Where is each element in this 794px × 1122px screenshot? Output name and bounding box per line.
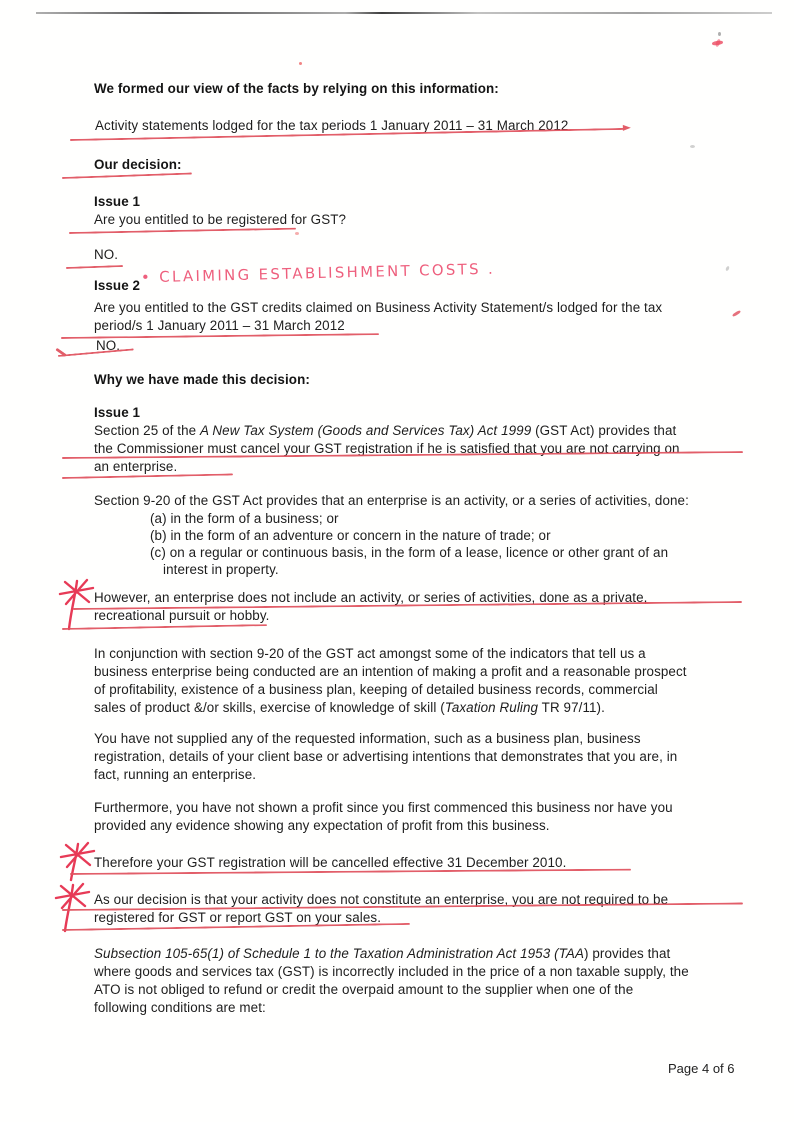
sec25-line3: an enterprise. xyxy=(94,459,178,474)
facts-heading: We formed our view of the facts by relying on this information: xyxy=(94,81,499,96)
sec25-line1-pre: Section 25 of the xyxy=(94,423,201,438)
furthermore-line1: Furthermore, you have not shown a profit since you first commenced this business nor have you xyxy=(94,800,673,815)
issue1-question: Are you entitled to be registered for GST? xyxy=(94,212,347,227)
sec25-line1-post: (GST Act) provides that xyxy=(531,423,677,438)
conjunction-line4-pre: sales of product &/or skills, exercise of knowledge of skill ( xyxy=(94,700,445,715)
red-dot-artifact xyxy=(299,62,302,65)
supplied-line3: fact, running an enterprise. xyxy=(94,767,257,782)
facts-statement: Activity statements lodged for the tax periods 1 January 2011 – 31 March 2012 xyxy=(95,118,569,133)
conjunction-line1: In conjunction with section 9-20 of the GST act amongst some of the indicators that tell us a xyxy=(94,646,646,661)
sec920-intro: Section 9-20 of the GST Act provides that an enterprise is an activity, or a series of activities, done: xyxy=(94,493,689,508)
as-decision-line2: registered for GST or report GST on your sales. xyxy=(94,910,382,925)
issue2-question-line1: Are you entitled to the GST credits claimed on Business Activity Statement/s lodged for the tax xyxy=(94,300,663,315)
page-number: Page 4 of 6 xyxy=(668,1061,735,1076)
supplied-line2: registration, details of your client base or advertising intentions that demonstrates that you are, in xyxy=(94,749,678,764)
subsection-line1 xyxy=(94,945,670,963)
issue2-answer: NO. xyxy=(96,338,121,353)
sec920-item-b: (b) in the form of an adventure or concern in the nature of trade; or xyxy=(150,528,551,543)
however-line2: recreational pursuit or hobby. xyxy=(94,608,270,623)
handwritten-annotation: • CLAIMING ESTABLISHMENT COSTS . xyxy=(140,260,496,287)
red-tick-artifact xyxy=(732,310,741,317)
sec25-line1 xyxy=(94,422,676,440)
sec920-item-c-line1: (c) on a regular or continuous basis, in the form of a lease, licence or other grant of an xyxy=(150,545,669,560)
scan-line-artifact xyxy=(36,12,772,14)
conjunction-line3: of profitability, existence of a business plan, keeping of detailed business records, commercial xyxy=(94,682,658,697)
as-decision-line1: As our decision is that your activity does not constitute an enterprise, you are not required to be xyxy=(94,892,669,907)
conjunction-ruling-title: Taxation Ruling xyxy=(444,700,539,715)
subsection-line1-post: ) provides that xyxy=(584,946,671,961)
issue2-question-line2: period/s 1 January 2011 – 31 March 2012 xyxy=(94,318,345,333)
sec25-line1-act-title: A New Tax System (Goods and Services Tax) Act 1999 xyxy=(200,423,532,438)
red-speck-artifact xyxy=(295,232,299,235)
conjunction-line4 xyxy=(94,699,605,717)
therefore-statement: Therefore your GST registration will be cancelled effective 31 December 2010. xyxy=(94,855,567,870)
subsection-line2: where goods and services tax (GST) is incorrectly included in the price of a non taxable supply, the xyxy=(94,964,689,979)
sec920-item-a: (a) in the form of a business; or xyxy=(150,511,339,526)
issue1-label: Issue 1 xyxy=(94,194,141,209)
issue2-label: Issue 2 xyxy=(94,278,141,293)
conjunction-line2: business enterprise being conducted are an intention of making a profit and a reasonable prospect xyxy=(94,664,687,679)
conjunction-line4-post: TR 97/11). xyxy=(538,700,605,715)
why-heading: Why we have made this decision: xyxy=(94,372,310,387)
issue1-answer: NO. xyxy=(94,247,119,262)
subsection-line3: ATO is not obliged to refund or credit the overpaid amount to the supplier when one of the xyxy=(94,982,634,997)
decision-heading: Our decision: xyxy=(94,157,182,172)
gray-speck-artifact xyxy=(725,266,730,272)
why-issue1-label: Issue 1 xyxy=(94,405,141,420)
red-underline-sec25-line3 xyxy=(62,473,233,479)
handwritten-asterisk-icon xyxy=(57,577,97,635)
red-underline-issue1-answer xyxy=(66,265,123,269)
sec920-item-c-line2: interest in property. xyxy=(163,562,279,577)
gray-speck-artifact xyxy=(690,145,695,148)
subsection-line4: following conditions are met: xyxy=(94,1000,266,1015)
subsection-act-title: Subsection 105-65(1) of Schedule 1 to the Taxation Administration Act 1953 (TAA xyxy=(94,946,584,961)
scan-speck xyxy=(718,32,721,36)
however-line1: However, an enterprise does not include an activity, or series of activities, done as a private, xyxy=(94,590,648,605)
furthermore-line2: provided any evidence showing any expectation of profit from this business. xyxy=(94,818,550,833)
sec25-line2: the Commissioner must cancel your GST registration if he is satisfied that you are not carrying on xyxy=(94,441,680,456)
supplied-line1: You have not supplied any of the requested information, such as a business plan, business xyxy=(94,731,641,746)
